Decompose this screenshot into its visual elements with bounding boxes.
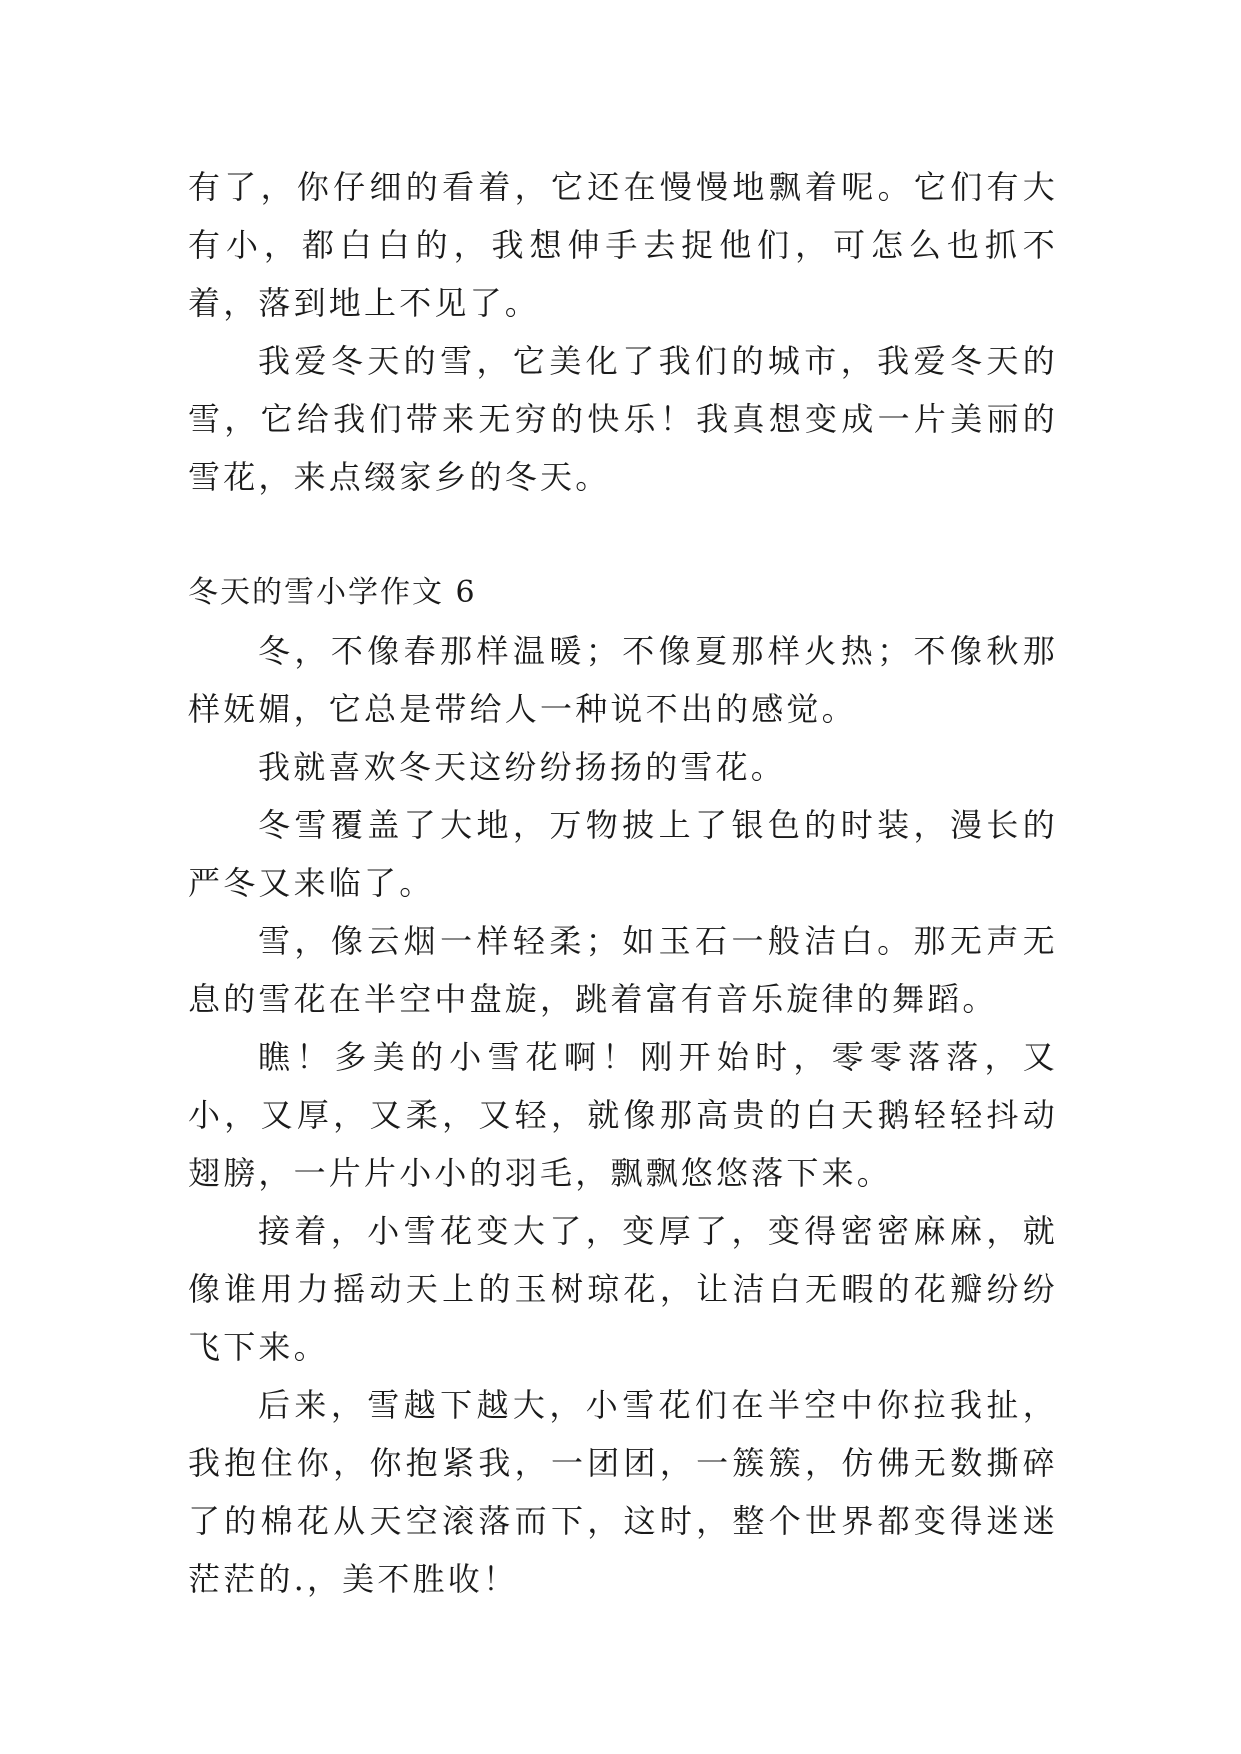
paragraph-9: 后来，雪越下越大，小雪花们在半空中你拉我扯，我抱住你，你抱紧我，一团团，一簇簇，仿佛无数撕碎了的棉花从天空滚落而下，这时，整个世界都变得迷迷茫茫的.，美不胜收！ <box>188 1386 1058 1598</box>
document-body <box>188 158 1058 1608</box>
paragraph-6: 雪，像云烟一样轻柔；如玉石一般洁白。那无声无息的雪花在半空中盘旋，跳着富有音乐旋律的舞蹈。 <box>188 922 1058 1018</box>
paragraph-5: 冬雪覆盖了大地，万物披上了银色的时装，漫长的严冬又来临了。 <box>188 806 1058 902</box>
paragraph-1: 有了，你仔细的看着，它还在慢慢地飘着呢。它们有大有小，都白白的，我想伸手去捉他们，可怎么也抓不着，落到地上不见了。 <box>188 168 1058 322</box>
paragraph-3: 冬，不像春那样温暖；不像夏那样火热；不像秋那样妩媚，它总是带给人一种说不出的感觉。 <box>188 632 1058 728</box>
paragraph-2: 我爱冬天的雪，它美化了我们的城市，我爱冬天的雪，它给我们带来无穷的快乐！我真想变成一片美丽的雪花，来点缀家乡的冬天。 <box>188 342 1058 496</box>
paragraph-7: 瞧！多美的小雪花啊！刚开始时，零零落落，又小，又厚，又柔，又轻，就像那高贵的白天鹅轻轻抖动翅膀，一片片小小的羽毛，飘飘悠悠落下来。 <box>188 1038 1058 1192</box>
paragraph-4: 我就喜欢冬天这纷纷扬扬的雪花。 <box>258 748 787 786</box>
section-title: 冬天的雪小学作文 6 <box>188 575 477 610</box>
paragraph-8: 接着，小雪花变大了，变厚了，变得密密麻麻，就像谁用力摇动天上的玉树琼花，让洁白无暇的花瓣纷纷飞下来。 <box>188 1212 1058 1366</box>
